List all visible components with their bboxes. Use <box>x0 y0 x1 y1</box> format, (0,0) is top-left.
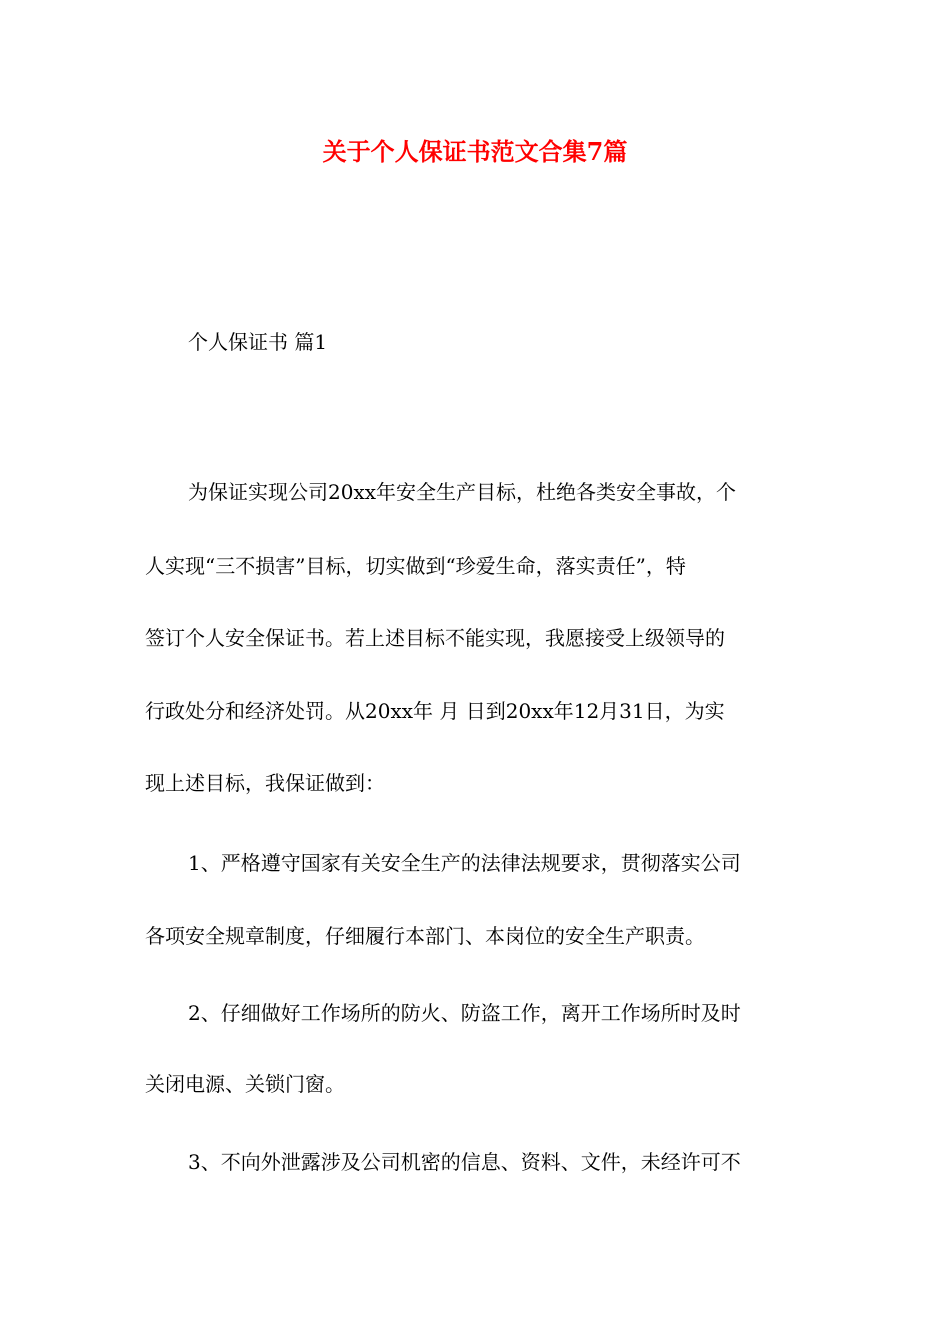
document-title: 关于个人保证书范文合集7篇 <box>322 137 628 166</box>
section-heading: 个人保证书 篇1 <box>188 330 328 354</box>
paragraph-line: 2、仔细做好工作场所的防火、防盗工作，离开工作场所时及时 <box>188 1001 741 1025</box>
paragraph-line: 现上述目标，我保证做到： <box>145 771 385 795</box>
paragraph-line: 签订个人安全保证书。若上述目标不能实现，我愿接受上级领导的 <box>145 626 725 650</box>
paragraph-line: 1、严格遵守国家有关安全生产的法律法规要求，贯彻落实公司 <box>188 851 741 875</box>
paragraph-line: 关闭电源、关锁门窗。 <box>145 1072 345 1096</box>
paragraph-line: 人实现“三不损害”目标，切实做到“珍爱生命，落实责任”，特 <box>145 554 686 578</box>
paragraph-line: 各项安全规章制度，仔细履行本部门、本岗位的安全生产职责。 <box>145 924 705 948</box>
paragraph-line: 为保证实现公司20xx年安全生产目标，杜绝各类安全事故，个 <box>188 480 737 504</box>
paragraph-line: 行政处分和经济处罚。从20xx年 月 日到20xx年12月31日，为实 <box>145 699 725 723</box>
paragraph-line: 3、不向外泄露涉及公司机密的信息、资料、文件，未经许可不 <box>188 1150 741 1174</box>
